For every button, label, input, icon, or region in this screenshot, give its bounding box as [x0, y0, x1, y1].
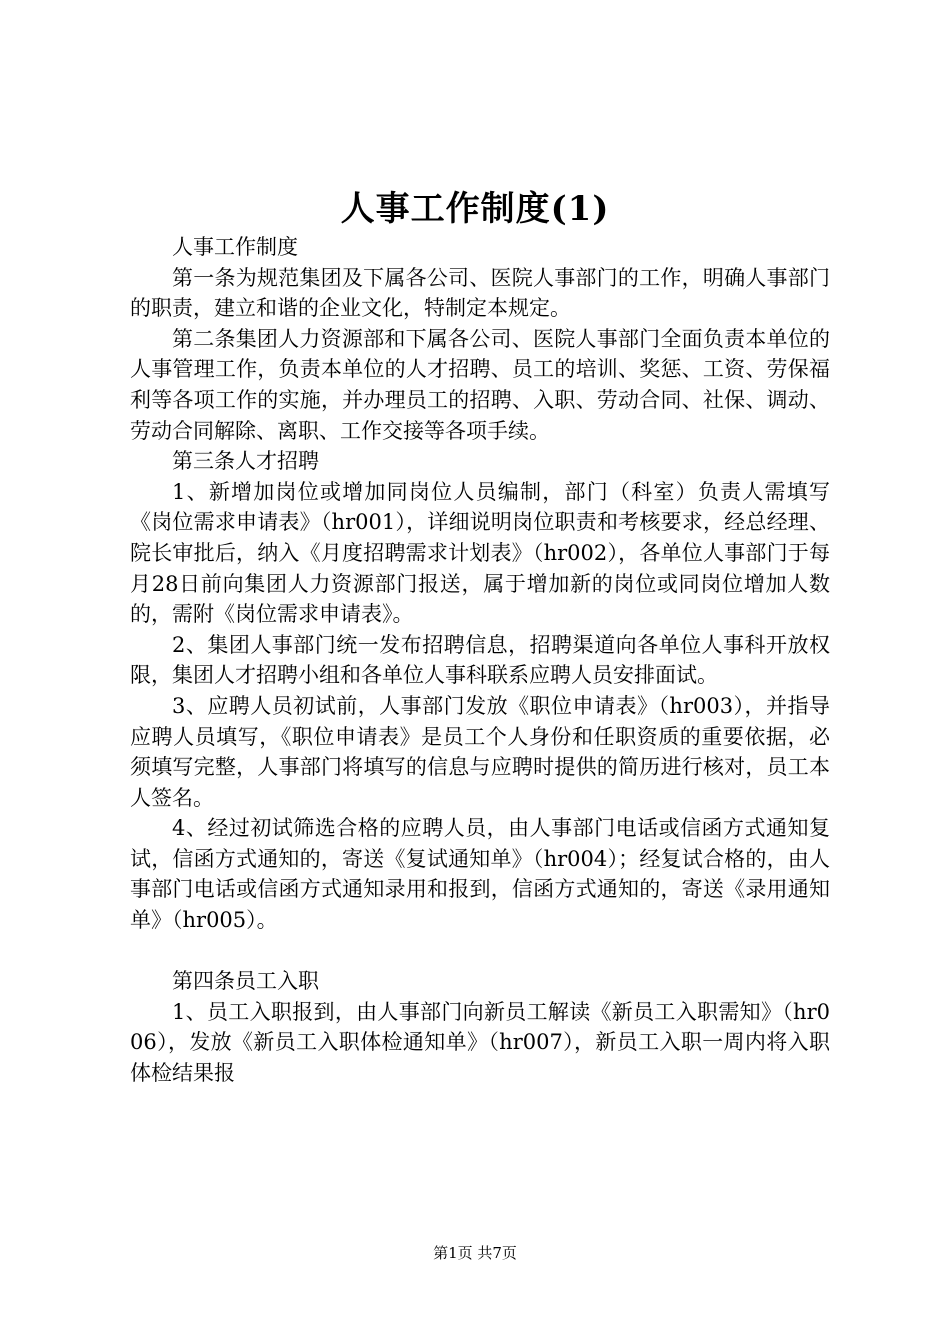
paragraph-article-4-heading: 第四条员工入职: [172, 969, 319, 994]
document-title: 人事工作制度(1): [340, 189, 610, 229]
paragraph-article-1: 第一条为规范集团及下属各公司、医院人事部门的工作，明确人事部门的职责，建立和谐的企业文化，特制定本规定。: [130, 265, 830, 321]
paragraph-article-3-item-4: 4、经过初试筛选合格的应聘人员，由人事部门电话或信函方式通知复试，信函方式通知的，寄送《复试通知单》（hr004）；经复试合格的，由人事部门电话或信函方式通知录用和报到，信函方式通知的，寄送《录用通知单》（hr005）。: [130, 816, 830, 933]
paragraph-article-2: 第二条集团人力资源部和下属各公司、医院人事部门全面负责本单位的人事管理工作，负责本单位的人才招聘、员工的培训、奖惩、工资、劳保福利等各项工作的实施，并办理员工的招聘、入职、劳动合同、社保、调动、劳动合同解除、离职、工作交接等各项手续。: [130, 326, 830, 443]
page-footer: 第1页 共7页: [433, 1244, 517, 1262]
paragraph-article-3-item-3: 3、应聘人员初试前，人事部门发放《职位申请表》（hr003），并指导应聘人员填写，《职位申请表》是员工个人身份和任职资质的重要依据，必须填写完整，人事部门将填写的信息与应聘时提供的简历进行核对，员工本人签名。: [130, 693, 830, 810]
paragraph-article-3-item-2: 2、集团人事部门统一发布招聘信息，招聘渠道向各单位人事科开放权限，集团人才招聘小组和各单位人事科联系应聘人员安排面试。: [130, 632, 830, 688]
paragraph-article-3-item-1: 1、新增加岗位或增加同岗位人员编制，部门（科室）负责人需填写《岗位需求申请表》（hr001），详细说明岗位职责和考核要求，经总经理、院长审批后，纳入《月度招聘需求计划表》（hr002），各单位人事部门于每月28日前向集团人力资源部门报送，属于增加新的岗位或同岗位增加人数的，需附《岗位需求申请表》。: [130, 479, 830, 627]
paragraph-heading: 人事工作制度: [172, 235, 298, 259]
paragraph-article-4-item-1: 1、员工入职报到，由人事部门向新员工解读《新员工入职需知》（hr006），发放《新员工入职体检通知单》（hr007），新员工入职一周内将入职体检结果报: [130, 999, 830, 1086]
document-body: [130, 232, 830, 1089]
paragraph-article-3-heading: 第三条人才招聘: [172, 449, 319, 474]
